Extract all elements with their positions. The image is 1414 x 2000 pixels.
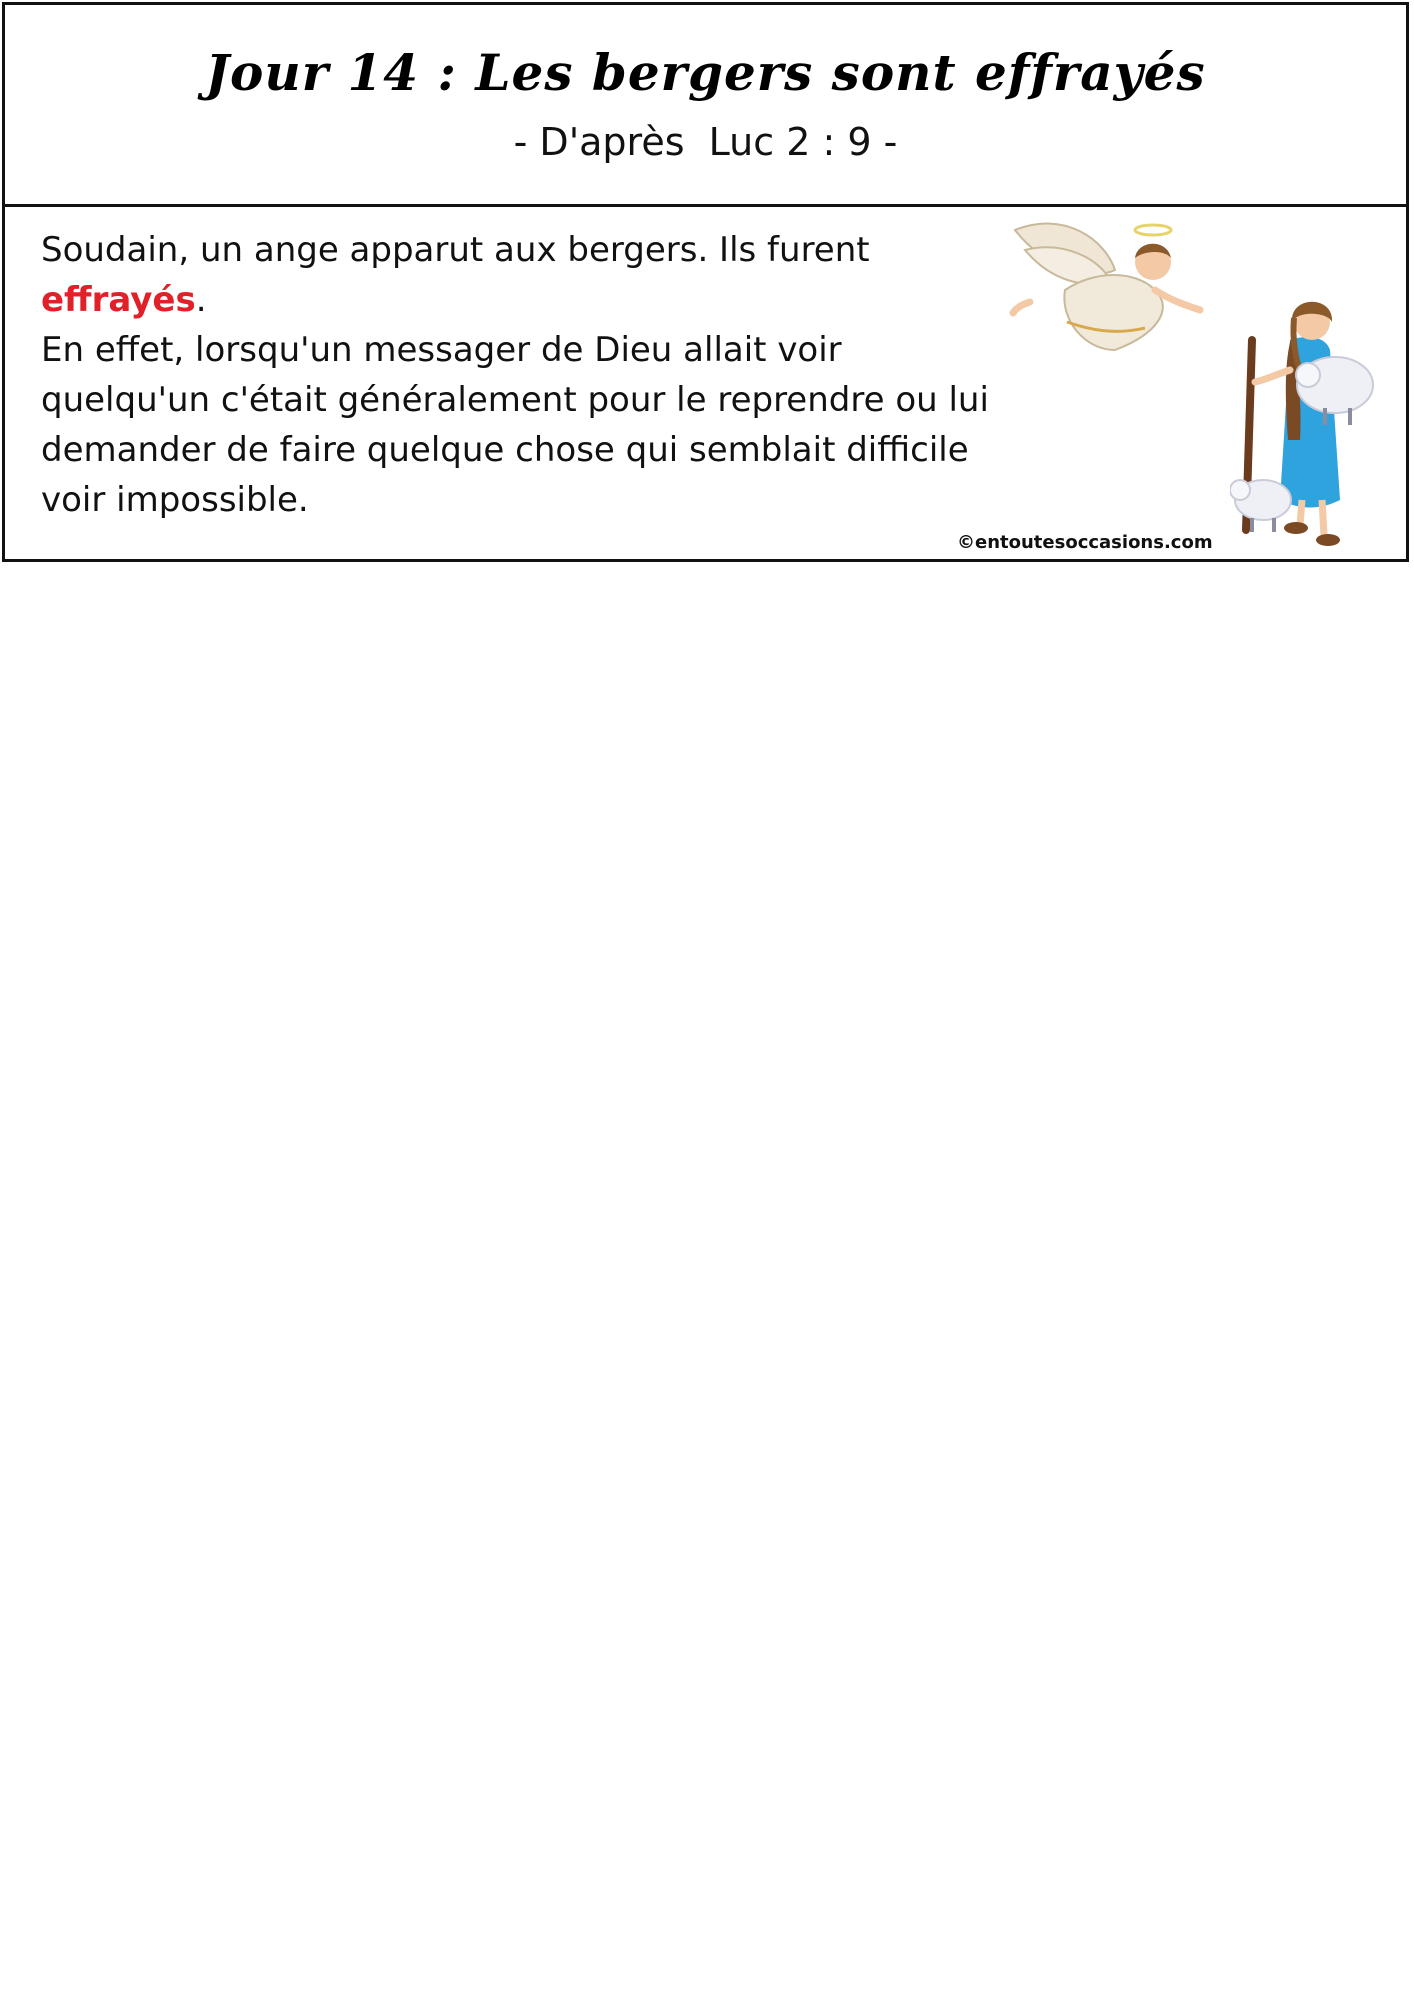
- story-sentence: Soudain, un ange apparut aux bergers. Ils furent: [41, 230, 870, 270]
- story-paragraph-1: [41, 225, 991, 325]
- copyright-notice: ©entoutesoccasions.com: [957, 532, 1213, 553]
- angel-icon: [1005, 210, 1205, 360]
- story-text: [41, 225, 991, 525]
- story-paragraph-2: En effet, lorsqu'un messager de Dieu allait voir quelqu'un c'était généralement pour le reprendre ou lui demander de faire quelque chose qui semblait difficile voir impossible.: [41, 330, 989, 520]
- period: .: [195, 280, 207, 320]
- card-title: Jour 14 : Les bergers sont effrayés: [205, 43, 1206, 102]
- shepherd-icon: [1230, 290, 1385, 560]
- highlight-word: effrayés: [41, 280, 196, 320]
- card-header: [5, 5, 1406, 207]
- bible-reference: - D'après Luc 2 : 9 -: [513, 120, 898, 164]
- day-card: [2, 2, 1409, 562]
